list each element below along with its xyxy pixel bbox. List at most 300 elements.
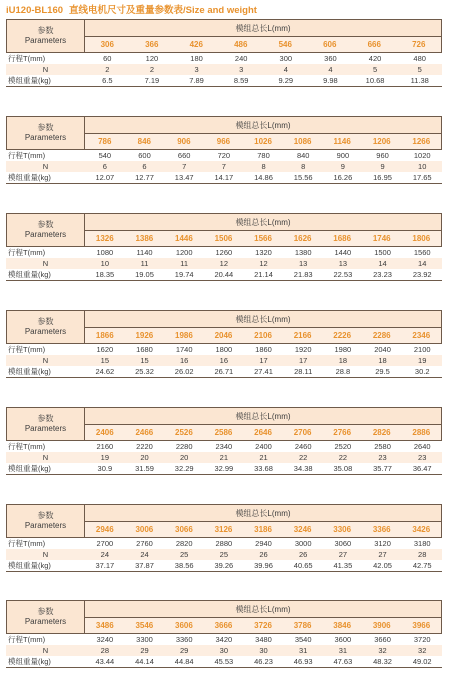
length-value: 726 xyxy=(412,40,426,49)
stroke-row-value: 3240 xyxy=(96,635,114,644)
parameters-label-en: Parameters xyxy=(24,617,67,626)
n-row-value: 26 xyxy=(259,550,268,559)
stroke-row-value: 1980 xyxy=(334,345,352,354)
weight-row-value: 46.93 xyxy=(293,657,313,666)
weight-row-value: 8.59 xyxy=(233,76,249,85)
n-row-value: 14 xyxy=(378,259,387,268)
n-row-label: N xyxy=(42,550,49,559)
n-row-value: 9 xyxy=(380,162,385,171)
length-value: 3306 xyxy=(333,525,352,534)
stroke-row-value: 480 xyxy=(413,54,426,63)
weight-row xyxy=(6,366,442,378)
length-value: 2106 xyxy=(254,331,272,340)
stroke-row-value: 1200 xyxy=(175,248,193,257)
stroke-row-value: 2340 xyxy=(215,442,233,451)
parameters-label-cn: 参数 xyxy=(37,511,54,520)
n-row-value: 23 xyxy=(418,453,427,462)
stroke-row-value: 1020 xyxy=(413,151,431,160)
stroke-row xyxy=(6,247,442,258)
length-value: 2646 xyxy=(254,428,272,437)
stroke-row-value: 3120 xyxy=(374,539,391,548)
stroke-row-value: 1140 xyxy=(136,248,153,257)
n-row-label: N xyxy=(42,162,49,171)
length-values-row xyxy=(85,425,442,441)
stroke-row-value: 2820 xyxy=(175,539,193,548)
weight-row xyxy=(6,560,442,572)
length-value: 366 xyxy=(145,40,159,49)
weight-row-value: 46.23 xyxy=(254,657,273,666)
n-row-value: 22 xyxy=(299,453,308,462)
stroke-row-value: 1800 xyxy=(215,345,233,354)
weight-row-value: 45.53 xyxy=(214,657,234,666)
n-row-value: 16 xyxy=(219,356,229,365)
parameters-label-en: Parameters xyxy=(24,36,67,45)
weight-row-value: 37.87 xyxy=(135,561,154,570)
table-header xyxy=(6,407,442,441)
weight-row-value: 44.14 xyxy=(135,657,154,666)
n-row-value: 32 xyxy=(378,646,387,655)
weight-row-value: 12.77 xyxy=(135,173,154,182)
weight-row-value: 7.19 xyxy=(144,76,160,85)
weight-row-value: 38.56 xyxy=(174,561,194,570)
weight-row-value: 29.5 xyxy=(375,367,390,376)
length-value: 2046 xyxy=(214,331,233,340)
stroke-row-value: 3540 xyxy=(294,635,312,644)
stroke-row-value: 660 xyxy=(177,151,191,160)
stroke-row-value: 2640 xyxy=(413,442,431,451)
table-header xyxy=(6,310,442,344)
weight-row-value: 16.26 xyxy=(333,173,353,182)
length-header: 模组总长L(mm) xyxy=(85,116,442,134)
size-table xyxy=(6,600,442,668)
n-row-value: 29 xyxy=(140,646,149,655)
weight-row-value: 27.41 xyxy=(254,367,273,376)
stroke-row-value: 2880 xyxy=(215,539,233,548)
length-value: 1746 xyxy=(372,234,391,243)
weight-row-value: 34.38 xyxy=(293,464,313,473)
weight-row-value: 6.5 xyxy=(102,76,113,85)
weight-row-value: 23.92 xyxy=(412,270,432,279)
length-value: 1806 xyxy=(412,234,431,243)
weight-row xyxy=(6,656,442,668)
parameters-header-cell xyxy=(6,504,85,538)
n-row xyxy=(6,258,442,269)
n-row-label: N xyxy=(42,453,49,462)
length-value: 666 xyxy=(367,40,381,49)
parameters-header-cell xyxy=(6,407,85,441)
stroke-row-value: 1320 xyxy=(255,248,272,257)
n-row-value: 7 xyxy=(221,162,226,171)
n-row-value: 30 xyxy=(259,646,268,655)
length-values-row xyxy=(85,37,442,53)
parameters-label-cn: 参数 xyxy=(37,220,54,229)
weight-row-value: 9.98 xyxy=(323,76,338,85)
weight-row-value: 32.29 xyxy=(174,464,194,473)
n-row-label: N xyxy=(42,65,49,74)
weight-row-value: 48.32 xyxy=(373,657,392,666)
model-code: iU120-BL160 xyxy=(6,5,64,16)
length-value: 3066 xyxy=(175,525,193,534)
weight-row-value: 18.35 xyxy=(95,270,115,279)
stroke-row-value: 120 xyxy=(145,54,159,63)
stroke-row-value: 2460 xyxy=(294,442,312,451)
n-row-value: 2 xyxy=(149,65,155,74)
length-header: 模组总长L(mm) xyxy=(85,504,442,522)
weight-row-value: 28.8 xyxy=(335,367,351,376)
n-row-value: 23 xyxy=(378,453,387,462)
n-row-value: 18 xyxy=(378,356,387,365)
length-value: 1926 xyxy=(135,331,154,340)
parameters-header-cell xyxy=(6,310,85,344)
n-row-value: 14 xyxy=(418,259,427,268)
n-row-value: 17 xyxy=(299,356,308,365)
parameters-label-en: Parameters xyxy=(24,327,67,336)
stroke-row-value: 240 xyxy=(234,54,248,63)
stroke-row-value: 3060 xyxy=(334,539,352,548)
weight-row-label: 模组重量(kg) xyxy=(8,76,51,85)
weight-row-value: 33.68 xyxy=(254,464,273,473)
n-row-value: 19 xyxy=(100,453,109,462)
length-value: 1026 xyxy=(254,137,272,146)
parameters-header-cell xyxy=(6,116,85,150)
length-value: 3126 xyxy=(214,525,233,534)
stroke-row-value: 2940 xyxy=(255,539,272,548)
stroke-row-value: 3300 xyxy=(136,635,153,644)
length-value: 1566 xyxy=(254,234,272,243)
table-header xyxy=(6,600,442,634)
stroke-row-value: 1920 xyxy=(294,345,312,354)
weight-row-label: 模组重量(kg) xyxy=(8,657,51,666)
length-value: 3186 xyxy=(254,525,272,534)
length-value: 966 xyxy=(216,137,231,146)
length-value: 606 xyxy=(323,40,337,49)
weight-row-value: 22.53 xyxy=(333,270,353,279)
length-value: 3666 xyxy=(214,621,233,630)
weight-row-value: 35.08 xyxy=(333,464,353,473)
length-value: 3006 xyxy=(135,525,154,534)
length-value: 3606 xyxy=(175,621,193,630)
stroke-row-value: 2400 xyxy=(255,442,272,451)
weight-row-value: 37.17 xyxy=(95,561,115,570)
stroke-row-value: 3420 xyxy=(215,635,233,644)
n-row-value: 31 xyxy=(299,646,308,655)
n-row xyxy=(6,64,442,75)
weight-row xyxy=(6,75,442,87)
n-row xyxy=(6,355,442,366)
length-value: 3486 xyxy=(95,621,114,630)
title-text: 直线电机尺寸及重量参数表/Size and weight xyxy=(69,5,257,16)
size-table xyxy=(6,310,442,378)
stroke-row-value: 3600 xyxy=(334,635,352,644)
n-row-value: 21 xyxy=(259,453,268,462)
parameters-header-cell xyxy=(6,213,85,247)
length-value: 1986 xyxy=(175,331,193,340)
length-value: 546 xyxy=(278,40,292,49)
weight-row-value: 49.02 xyxy=(412,657,432,666)
length-value: 3846 xyxy=(333,621,352,630)
length-value: 1626 xyxy=(293,234,312,243)
length-value: 2586 xyxy=(214,428,233,437)
size-table xyxy=(6,116,442,184)
parameters-header-cell xyxy=(6,600,85,634)
n-row-value: 25 xyxy=(219,550,229,559)
length-value: 1446 xyxy=(175,234,193,243)
n-row-value: 25 xyxy=(180,550,189,559)
stroke-row-value: 600 xyxy=(138,151,151,160)
weight-row-label: 模组重量(kg) xyxy=(8,561,51,570)
length-value: 1266 xyxy=(412,137,431,146)
n-row-value: 27 xyxy=(378,550,387,559)
stroke-row-value: 60 xyxy=(103,54,112,63)
parameters-label-cn: 参数 xyxy=(37,123,54,132)
n-row-label: N xyxy=(42,259,49,268)
length-values-row xyxy=(85,328,442,344)
n-row-value: 31 xyxy=(338,646,348,655)
n-row-value: 8 xyxy=(301,162,306,171)
weight-row-value: 11.38 xyxy=(410,76,429,85)
stroke-row-value: 1260 xyxy=(215,248,233,257)
n-row-label: N xyxy=(42,356,49,365)
stroke-row-value: 2280 xyxy=(175,442,193,451)
weight-row-value: 14.17 xyxy=(214,173,234,182)
weight-row-label: 模组重量(kg) xyxy=(8,464,51,473)
n-row-value: 30 xyxy=(219,646,229,655)
n-row-value: 32 xyxy=(418,646,427,655)
stroke-row-value: 840 xyxy=(296,151,310,160)
n-row-value: 21 xyxy=(219,453,229,462)
length-value: 2946 xyxy=(95,525,114,534)
stroke-row-value: 2760 xyxy=(136,539,153,548)
size-table xyxy=(6,504,442,572)
length-value: 426 xyxy=(189,40,203,49)
n-row-value: 5 xyxy=(372,65,378,74)
n-row-value: 6 xyxy=(142,162,147,171)
n-row-value: 10 xyxy=(418,162,427,171)
stroke-row-value: 3660 xyxy=(374,635,391,644)
stroke-row-value: 180 xyxy=(190,54,203,63)
parameters-label-cn: 参数 xyxy=(37,26,54,35)
n-row-value: 3 xyxy=(239,65,244,74)
stroke-row xyxy=(6,53,442,64)
weight-row-value: 42.05 xyxy=(373,561,392,570)
weight-row-value: 9.29 xyxy=(278,76,294,85)
n-row-value: 17 xyxy=(259,356,268,365)
parameters-header-cell xyxy=(6,19,85,53)
weight-row xyxy=(6,269,442,281)
n-row xyxy=(6,161,442,172)
weight-row-value: 14.86 xyxy=(254,173,273,182)
stroke-row-value: 780 xyxy=(257,151,270,160)
table-header xyxy=(6,19,442,53)
n-row-label: N xyxy=(42,646,49,655)
stroke-row-value: 360 xyxy=(324,54,337,63)
length-value: 486 xyxy=(234,40,248,49)
parameters-label-cn: 参数 xyxy=(37,607,54,616)
weight-row-value: 30.2 xyxy=(414,367,430,376)
n-row-value: 9 xyxy=(340,162,345,171)
length-values-row xyxy=(85,522,442,538)
table-header xyxy=(6,116,442,150)
weight-row-label: 模组重量(kg) xyxy=(8,173,51,182)
size-table xyxy=(6,213,442,281)
stroke-row-value: 2100 xyxy=(413,345,431,354)
length-value: 2526 xyxy=(175,428,193,437)
length-value: 2706 xyxy=(293,428,312,437)
stroke-row-value: 540 xyxy=(98,151,112,160)
length-value: 1326 xyxy=(95,234,114,243)
n-row-value: 13 xyxy=(299,259,308,268)
length-header: 模组总长L(mm) xyxy=(85,19,442,37)
weight-row-value: 7.89 xyxy=(189,76,204,85)
stroke-row-value: 1440 xyxy=(334,248,352,257)
stroke-row-label: 行程T(mm) xyxy=(8,151,46,160)
stroke-row-value: 420 xyxy=(368,54,382,63)
stroke-row-value: 2700 xyxy=(96,539,114,548)
weight-row xyxy=(6,463,442,475)
stroke-row-value: 1860 xyxy=(255,345,272,354)
length-value: 2826 xyxy=(372,428,391,437)
stroke-row xyxy=(6,538,442,549)
length-value: 1086 xyxy=(293,137,312,146)
n-row-value: 7 xyxy=(182,162,187,171)
stroke-row xyxy=(6,441,442,452)
n-row-value: 6 xyxy=(102,162,107,171)
n-row-value: 28 xyxy=(100,646,109,655)
weight-row-value: 39.26 xyxy=(214,561,234,570)
length-value: 786 xyxy=(98,137,112,146)
length-value: 2406 xyxy=(95,428,114,437)
length-value: 2766 xyxy=(333,428,352,437)
length-header: 模组总长L(mm) xyxy=(85,600,442,618)
length-value: 3726 xyxy=(254,621,272,630)
weight-row-value: 15.56 xyxy=(293,173,313,182)
weight-row-value: 35.77 xyxy=(373,464,392,473)
length-value: 1206 xyxy=(372,137,391,146)
length-values-row xyxy=(85,618,442,634)
stroke-row-value: 2160 xyxy=(96,442,114,451)
n-row xyxy=(6,549,442,560)
stroke-row-value: 1380 xyxy=(294,248,312,257)
stroke-row-label: 行程T(mm) xyxy=(8,54,46,63)
length-values-row xyxy=(85,231,442,247)
weight-row-value: 25.32 xyxy=(135,367,154,376)
length-value: 2226 xyxy=(333,331,352,340)
n-row-value: 27 xyxy=(338,550,348,559)
weight-row-value: 10.68 xyxy=(365,76,385,85)
length-value: 906 xyxy=(177,137,191,146)
n-row-value: 29 xyxy=(180,646,189,655)
stroke-row-value: 1560 xyxy=(413,248,431,257)
n-row-value: 26 xyxy=(299,550,308,559)
weight-row-value: 23.23 xyxy=(373,270,392,279)
length-value: 2346 xyxy=(412,331,431,340)
length-value: 3966 xyxy=(412,621,431,630)
stroke-row-value: 2040 xyxy=(374,345,391,354)
weight-row-value: 21.83 xyxy=(293,270,313,279)
length-value: 3906 xyxy=(372,621,391,630)
weight-row-value: 19.05 xyxy=(135,270,154,279)
length-value: 3786 xyxy=(293,621,312,630)
n-row-value: 2 xyxy=(105,65,110,74)
parameters-label-en: Parameters xyxy=(24,424,67,433)
parameters-label-en: Parameters xyxy=(24,230,67,239)
n-row-value: 18 xyxy=(338,356,348,365)
n-row-value: 22 xyxy=(338,453,348,462)
stroke-row-value: 2220 xyxy=(136,442,153,451)
stroke-row-label: 行程T(mm) xyxy=(8,442,46,451)
stroke-row-value: 2520 xyxy=(334,442,352,451)
parameters-label-cn: 参数 xyxy=(37,317,54,326)
stroke-row-value: 1080 xyxy=(96,248,114,257)
weight-row-value: 39.96 xyxy=(254,561,273,570)
stroke-row-value: 1620 xyxy=(96,345,114,354)
n-row-value: 16 xyxy=(180,356,189,365)
length-header: 模组总长L(mm) xyxy=(85,310,442,328)
weight-row-value: 24.62 xyxy=(95,367,115,376)
table-header xyxy=(6,213,442,247)
stroke-row-value: 900 xyxy=(336,151,350,160)
stroke-row xyxy=(6,344,442,355)
stroke-row-value: 1740 xyxy=(175,345,193,354)
weight-row-label: 模组重量(kg) xyxy=(8,367,51,376)
weight-row-value: 41.35 xyxy=(333,561,353,570)
weight-row-value: 20.44 xyxy=(214,270,234,279)
size-table xyxy=(6,19,442,87)
weight-row-label: 模组重量(kg) xyxy=(8,270,51,279)
weight-row-value: 40.65 xyxy=(293,561,313,570)
length-value: 1146 xyxy=(333,137,351,146)
n-row-value: 12 xyxy=(219,259,229,268)
length-header: 模组总长L(mm) xyxy=(85,213,442,231)
parameters-label-en: Parameters xyxy=(24,133,67,142)
n-row-value: 12 xyxy=(259,259,268,268)
n-row-value: 3 xyxy=(194,65,199,74)
length-value: 306 xyxy=(100,40,114,49)
n-row-value: 4 xyxy=(328,65,333,74)
size-table xyxy=(6,407,442,475)
length-value: 2886 xyxy=(412,428,431,437)
stroke-row xyxy=(6,634,442,645)
weight-row-value: 26.71 xyxy=(214,367,234,376)
weight-row-value: 28.11 xyxy=(294,367,313,376)
weight-row-value: 36.47 xyxy=(412,464,432,473)
length-value: 2466 xyxy=(135,428,154,437)
n-row-value: 20 xyxy=(140,453,149,462)
stroke-row-value: 1500 xyxy=(374,248,391,257)
weight-row-value: 31.59 xyxy=(135,464,154,473)
length-value: 3546 xyxy=(135,621,154,630)
weight-row-value: 17.65 xyxy=(412,173,432,182)
stroke-row-label: 行程T(mm) xyxy=(8,248,46,257)
weight-row-value: 13.47 xyxy=(174,173,194,182)
weight-row-value: 32.99 xyxy=(214,464,234,473)
stroke-row-label: 行程T(mm) xyxy=(8,345,46,354)
parameters-label-en: Parameters xyxy=(24,521,67,530)
n-row-value: 24 xyxy=(140,550,149,559)
stroke-row-value: 2580 xyxy=(374,442,391,451)
stroke-row-label: 行程T(mm) xyxy=(8,539,46,548)
n-row-value: 24 xyxy=(100,550,109,559)
length-values-row xyxy=(85,134,442,150)
length-value: 3246 xyxy=(293,525,312,534)
length-value: 2286 xyxy=(372,331,391,340)
weight-row-value: 12.07 xyxy=(95,173,115,182)
n-row-value: 19 xyxy=(418,356,427,365)
length-value: 3366 xyxy=(372,525,391,534)
stroke-row-value: 960 xyxy=(376,151,389,160)
stroke-row-value: 3360 xyxy=(175,635,193,644)
length-value: 846 xyxy=(137,137,152,146)
